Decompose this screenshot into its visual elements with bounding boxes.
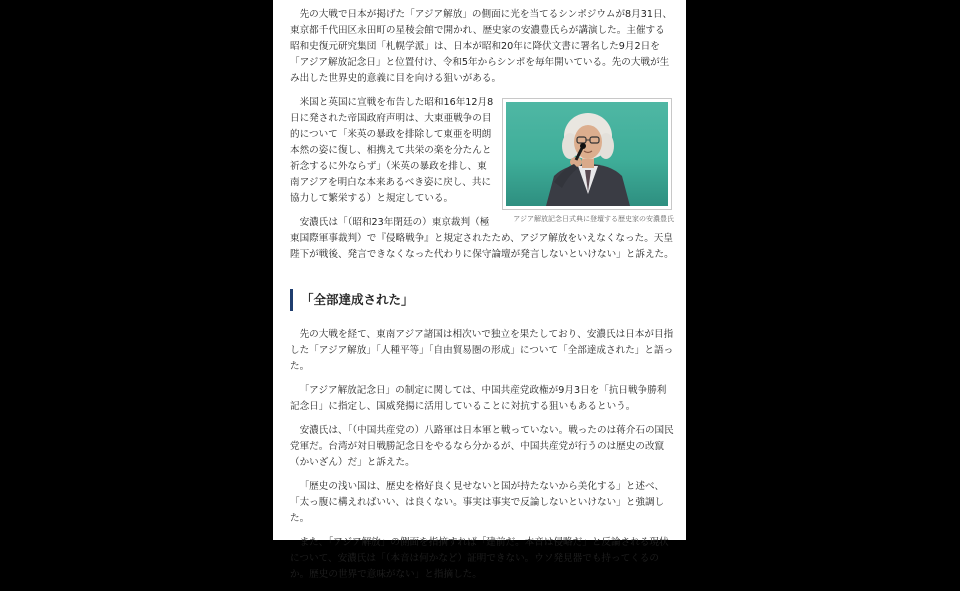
article-paragraph: 安濃氏は「（昭和23年閉廷の）東京裁判（極東国際軍事裁判）で『侵略戦争』と規定されたため、アジア解放をいえなくなった。天皇陛下が戦後、発言できなくなった代わりに保守論壇が発言しないといけない」と訴えた。: [290, 217, 674, 260]
article-body: [290, 0, 674, 591]
article-paragraph: 米国と英国に宣戦を布告した昭和16年12月8日に発された帝国政府声明は、大東亜戦争の目的について「米英の暴政を排除して東亜を明朗本然の姿に復し、相携えて共栄の楽を分たんと祈念するに外ならず」（米英の暴政を排し、東南アジアを明白な本来あるべき姿に戻し、共に協力して繁栄する）と規定している。: [290, 97, 494, 204]
article-paragraph: 先の大戦を経て、東南アジア諸国は相次いで独立を果たしており、安濃氏は日本が目指した「アジア解放」「人種平等」「自由貿易圏の形成」について「全部達成された」と語った。: [290, 329, 674, 372]
article-paragraph: 安濃氏は、「（中国共産党の）八路軍は日本軍と戦っていない。戦ったのは蒋介石の国民党軍だ。台湾が対日戦勝記念日をやるなら分かるが、中国共産党が行うのは歴史の改竄（かいざん）だ」と訴えた。: [290, 425, 674, 468]
article-figure: [502, 98, 674, 225]
article-photo[interactable]: [502, 98, 672, 210]
article-paragraph: 「アジア解放記念日」の制定に関しては、中国共産党政権が9月3日を「抗日戦争勝利記念日」に指定し、国威発揚に活用していることに対抗する狙いもあるという。: [290, 385, 667, 412]
photo-backdrop: [506, 102, 668, 206]
article-page: [273, 0, 686, 580]
article-paragraph: また、「アジア解放」の側面を指摘すれば「建前だ。本音は侵略だ」と反論される現状について、安濃氏は「（本音は何かなど）証明できない。ウソ発見器でも持ってくるのか。歴史の世界で意味がない」と指摘した。: [290, 537, 669, 580]
article-paragraph: 先の大戦で日本が掲げた「アジア解放」の側面に光を当てるシンポジウムが8月31日、東京都千代田区永田町の星稜会館で開かれ、歴史家の安濃豊氏らが講演した。主催する昭和史復元研究集団「札幌学派」は、日本が昭和20年に降伏文書に署名した9月2日を「アジア解放記念日」と位置付け、令和5年からシンポを毎年開いている。先の大戦が生み出した世界史的意義に目を向ける狙いがある。: [290, 9, 673, 84]
section-heading: 「全部達成された」: [290, 289, 674, 311]
article-paragraph: 「歴史の浅い国は、歴史を格好良く見せないと国が持たないから美化する」と述べ、「太っ腹に構えればいい、は良くない。事実は事実で反論しないといけない」と強調した。: [290, 481, 665, 524]
photo-caption: アジア解放記念日式典に登壇する歴史家の安濃豊氏: [513, 215, 674, 223]
speaker-with-microphone-illustration: [506, 102, 668, 206]
